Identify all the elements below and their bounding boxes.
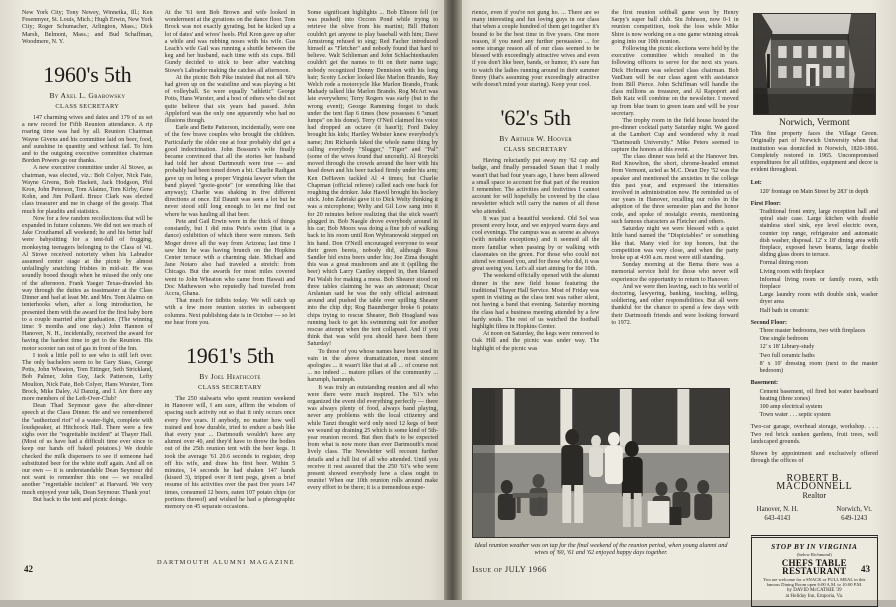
page-gutter bbox=[444, 0, 462, 600]
ad-list-item: Living room with fireplace bbox=[759, 268, 825, 275]
body-paragraph: But back to the tent and picnic doings. bbox=[33, 496, 128, 503]
ad-list-item: 120' frontage on Main Street by 283' in depth bbox=[759, 188, 869, 195]
ad-section-list bbox=[751, 389, 878, 420]
body-paragraph: Now for a few random recollections that will be expanded in future columns. We did not see much of Jake Crouthamel all weekend; he and his better half were babysitting for a tent-full of frugging, monkeying teenagers belonging to the Class of '41. Al Stowe received notoriety when his Labrador assumed center stage at the picnic by almost unfailingly snatching frisbies in mid-air. He was soundly booed though when he missed the only one of the afternoon. Frank Yaeger Texas-drawled his way through the duties as toastmaster at the Class Dinner and had at least Mr. and Mrs. Tom Alaimo on tenterhooks when, after a long introduction, he presented them with the award for the first baby born to a couple married after graduation. (The winning time: 9 months and one day.) John Hannon of Hanover, N. H., incidentally, received the award for having the hardest time to get to the Reunion. His motor scooter ran out of gas in front of the Inn. bbox=[22, 215, 153, 352]
ad-photo-title: Norwich, Vermont bbox=[779, 118, 850, 128]
office-hanover bbox=[757, 505, 798, 523]
body-paragraph: the first reunion softball game won by Henry Sarpy's super ball club. Stu Johnson, now 0-1 in reunion competition, took the loss while Mike Shire is now working on a one game winning streak going into our 10th reunion. bbox=[611, 10, 739, 45]
realtor-offices bbox=[751, 505, 878, 523]
ad-section-head: Second Floor: bbox=[750, 319, 788, 326]
byline-1960s: By Axel L. Grabowsky bbox=[49, 91, 126, 101]
left-page-columns bbox=[22, 10, 438, 600]
ad-section-list bbox=[751, 189, 878, 196]
body-paragraph: Following the picnic elections were held by the executive committee which resulted in the following officers to serve for the next six years. Dick Hofmann was selected class chairman. Bob VanDam will be our class agent with assistance from Bill Pierce. John Schiffman will handle the class millions as treasurer, and Al Rapoport and Bob Katz will combine on the newsletter. I moved up from blue team to green team and will be your secretary. bbox=[611, 46, 739, 117]
body-paragraph: Pete and Gail Erwin were in the thick of things constantly, but I did miss Pete's swim (that is a dance) exhibition of which there were rumors. Seth Moger drove all the way from Arizona; last time I saw him he was having brunch on the Hopkins Center terrace with a charming date. Michael and Jane Notaro also had traveled a stretch: from Chicago. But the awards for most miles covered went to John Wheaton who came from Hawaii and Doc Mathewson who reputedly had traveled from Accra, Ghana. bbox=[164, 218, 296, 297]
office-hanover-phone: 643-4143 bbox=[764, 514, 791, 522]
body-paragraph: Saturday night we were blessed with a quiet little band named the "Dispictables" or something like that. Many vied for top honors, but the competition was very close, and when the party broke up at 4:00 a.m. most were still standing. bbox=[611, 226, 739, 261]
ad-list-item: 12' x 18' Library-study bbox=[759, 344, 815, 351]
ad-section-list bbox=[751, 328, 878, 375]
body-paragraph: To those of you whose names have been used in vain in the above dramatization, most sincere apologies ... it wasn't like that at all ... of course not ... no indeed ... mature pillars of the community ... harumph, harumph. bbox=[307, 348, 439, 384]
restaurant-ad-headline: STOP BY IN VIRGINIA bbox=[771, 541, 858, 551]
ad-lead-text: This fine property faces the Village Green. Originally part of Norwich University when that institution was domiciled in Norwich, 1820-1866. Completely restored in 1965. Uncompromised expenditures for all utilities, equipment and decor is evident throughout. bbox=[750, 131, 878, 174]
continued-paragraph: rience, even if you're not gung ho. ... There are so many interesting and fun loving guys in our class that when a couple hundred of them get together it's bound to be the best time in five years. One more reason, if you need any further persuasion ... for some strange reason all of our class seemed to be blessed with exceedingly attractive wives and even if you don't like beer, bands, or humor, it's sure fun to watch the ladies running around in their summer finery (that's assuming your exceedingly attractive wife doesn't mind your staring). Keep your cool. bbox=[472, 10, 600, 89]
headline-1960s-5th: 1960's 5th bbox=[43, 62, 132, 88]
ad-list-item: Large laundry room with double sink, washer dryer area bbox=[759, 292, 878, 306]
body-paragraph: Some significant highlights ... Bob Elmore fell (or was pushed) into Occom Pond while trying to retrieve the olive from his martini; Bill Hutton couldn't get anyone to play baseball with him; Dave Armstrong refused to sing; Red Facher introduced himself as "Fletcher" and nobody found that hard to believe. Walt Schlieman and John Schlachtenhaufen couldn't get the names to fit on their name tags; nobody recognized Denny Dennision with his long hair; Scotty Locker looked like Marlon Brando, Ray Welch rode a motorcycle like Marlon Brando, Frank Mahady talked like Marlon Brando. Rog McArt was late everywhere; Terry Rogers was early (but to the wrong event); George Ramming forgot to duck under the tent flap 6 times (how possesses 6 "smart lumps" on his dome). Terry O'Neil claimed his voice had dropped an octave (it hasn't); Ford Daley brought his kids; Hartley Webster knew everybody's name; Jim Richards faked the whole name thing by calling everybody "Slugger," "Tiger" and "Pal" (some of the wives found that uncouth). Al Rozycki moved through the crowds around the beer with his head down and his beer tucked firmly under his arm; Ken DeHaven tackled Al 4 times; but Charlie Chapman (official referee) called each one back for roughing the drinker. Jake Hasvil brought his hockey stick. John Zabriski gave it to Dick Welty thinking it was a microphone; Welty and Gil Low sang into it for 20 minutes before realizing that the stick wasn't plugged in. Bob Naegle drove everybody around in his car; Bob Moors was doing a fine job of walking back to his room until Ron Wybranowski stepped on his hand. Don O'Neill encouraged everyone to wear their green berets, nobody did, although Ross Sandler hid extra beers under his; Joe Zima thought this was a great mushroom and ate it (spilling the beer) which Larry Cantley stepped in, then blamed Pat Walsh for making a mess. Bob Shearer stood on three tables claiming he was an astronaut; Oscar Arslanian said he was the only official astronaut around and pushed the table over spilling Shearer into the chip dip; Rog Baumberger broke 6 potato chips trying to rescue Shearer, Bob Hoagland was running back to get his swimming suit for another rescue attempt when the tent collapsed. And if you think that was wild you should have been there Saturday! bbox=[307, 10, 439, 348]
issue-line: Issue of JULY 1966 bbox=[472, 565, 547, 574]
ad-list-item: One single bedroom bbox=[759, 336, 809, 343]
restaurant-ad-location-note: (below Richmond) bbox=[797, 552, 832, 558]
office-norwich bbox=[836, 505, 872, 523]
office-hanover-city: Hanover, N. H. bbox=[756, 505, 799, 513]
ad-list-item: 8' x 10' dressing room (next to the master bedroom) bbox=[759, 360, 878, 375]
reunion-photo bbox=[472, 388, 730, 538]
left-column-2 bbox=[165, 10, 296, 600]
body-paragraph: Dean Thad Seymour gave the after-dinner speech at the Class Dinner. He and we remembered the "authorized riot" of a water-fight, complete with loudspeaker, at Hitchcock Hall. There were a few sighs over the "regrettable incident" at Thayer Hall. (Most of us have had a difficult time ever since to keep our hands off baked potatoes.) We double checked the milk dispensers to see if someone had substituted beer for the white stuff again. And all on our own — it is understandable Dean Seymour did not want to remember this one — we recalled another "regrettable incident" at Harvard. We very much enjoyed your talk, Dean Seymour. Thank you! bbox=[22, 403, 153, 496]
page-number-left: 42 bbox=[24, 564, 33, 574]
ad-list-item: Town water . . . septic system bbox=[759, 412, 831, 419]
left-column-3 bbox=[307, 10, 438, 600]
ad-list-item: Formal dining room bbox=[759, 260, 808, 267]
ad-list-item: 100 amp electrical system bbox=[759, 403, 823, 410]
reunion-photo-block bbox=[472, 388, 730, 574]
byline-1961s: By Joel Heathcote bbox=[199, 371, 261, 381]
restaurant-ad-body: You are welcome for a SNACK or FULL MEAL in this famous Dining Room open 6:00 A.M. to 10:00 P.M. bbox=[763, 576, 866, 588]
magazine-footer: DARTMOUTH ALUMNI MAGAZINE bbox=[157, 559, 295, 566]
ad-section-head: First Floor: bbox=[750, 200, 781, 207]
office-norwich-city: Norwich, Vt. bbox=[836, 505, 872, 513]
body-paragraph: Sunday morning at the Bema there was a memorial service held for those who never will experience the opportunity to return to Hanover. bbox=[611, 262, 739, 283]
page-right bbox=[452, 0, 896, 600]
restaurant-advertisement bbox=[751, 535, 878, 607]
class-secretary-label-1961s: CLASS SECRETARY bbox=[198, 383, 262, 391]
body-paragraph: 147 charming wives and dates and 179 of us set a new record for Fifth Reunion attendance. A rip roaring time was had by all. Reunion Chairman Wayne Givens and his committee laid on beer, food, and sunshine in quantity and without fail. To him and to the outgoing executive committee chairman Borden Powers go our thanks. bbox=[22, 115, 153, 165]
body-paragraph: Earle and Bette Patterson, incidentally, were one of the few brave couples who brought the children. Particularly the older one at four probably did get a good indoctrination. John Bossum's wife finally became convinced that all the stories her husband had told her about Dartmouth were true — and probably had been toned down a bit. Charlie Radigan gave up on being a proper Virginia lawyer when the band played "gooie-gooie" (or something like that anyway); Charlie was shaking in five different directions at once. Ed Daunit was seen a lot but he never stood still long enough to let me find out where he was hauling all that beer. bbox=[164, 125, 296, 218]
class-secretary-label-1960s: CLASS SECRETARY bbox=[55, 103, 120, 111]
body-paragraph: Having reluctantly put away my '62 cap and badge, and finally persuaded Susan that I really wasn't that bad four years ago, I have been allowed a small space to account for that part of the reunion I remember. The activities and festivities I cannot account for will hopefully be covered by the class newsletter which will carry the names of all those who attended. bbox=[472, 158, 600, 215]
ad-list-item: Informal living room or family room, with fireplace bbox=[759, 276, 878, 291]
body-paragraph: I took a little poll to see who is still left over. The only bachelors seem to be Gary Stass, George Potts, John Wheaton, Tom Ettinger, Seth Strickland, Bob Palmer, John Guy, Jack Patterson, Lefty Moulton, Nick Fate, Bob Colyer, Hans Wurster, Tom Brock, Mike Daley, Al Danzig, and I. Are there any more members of the Left-Over-Club? bbox=[22, 352, 153, 402]
restaurant-ad-proprietor: by DAVID McCATHIE '39 bbox=[787, 587, 842, 593]
headline-1961s-5th: 1961's 5th bbox=[185, 342, 275, 368]
right-column-3-advertisement bbox=[751, 10, 878, 600]
body-paragraph: And we were then leaving, each to his world of doctoring, lawyering, banking, teaching, selling, soldiering, and other responsibilities. But all were thankful for the chance to spend a few days with their Dartmouth friends and were looking forward to 1972. bbox=[611, 283, 739, 326]
reunion-photo-caption: Ideal reunion weather was on tap for the final weekend of the reunion period, when young alumni and wives of '60, '61 and '62 enjoyed happy days together. bbox=[474, 541, 728, 557]
left-column-1 bbox=[22, 10, 153, 600]
ad-list-item: Two full ceramic baths bbox=[759, 352, 815, 359]
restaurant-ad-name: CHEFS TABLE RESTAURANT bbox=[781, 558, 847, 576]
ad-list-item: Traditional front entry, large reception hall and spiral stair case. Large kitchen with double stainless steel sink, eye level electric oven, counter top range, refrigerator and automatic dish washer, disposal. 12' x 18' dining area with fireplace, exposed hewn beams, large double sliding glass doors to terrace. bbox=[759, 209, 878, 259]
ad-list-item: Half bath in ceramic bbox=[759, 307, 809, 314]
realtor-title: Realtor bbox=[802, 490, 827, 500]
body-paragraph: A new executive committee under Al Stowe, as chairman, was elected, viz.: Bob Colyer, Nick Fate, Wayne Givens, Bob Hackett, Jack Hodgson, Phil Kron, John Peterson, Tom Alaimo, Tom Kirby, Gene Kohn, and Jim Pollard. Bruce Clark was elected class treasurer and me in charge of the gossip. That much for plaudits and statistics. bbox=[22, 165, 153, 215]
byline-1962s: By Arthur W. Hoover bbox=[499, 134, 573, 144]
page-left bbox=[0, 0, 452, 600]
body-paragraph: That much for tidbits today. We will catch up with a few more reunion stories in subsequent columns. Next publishing date is in October — so let me hear from you. bbox=[164, 298, 296, 326]
body-paragraph: The trophy room in the field house hosted the pre-dinner cocktail party Saturday night. We gazed at the Lambert Cup and wondered why it read "Dartmouth University." Mike Peters seemed to capture the honors at this event. bbox=[611, 118, 739, 153]
ad-section-head: Lot: bbox=[750, 180, 762, 187]
restaurant-ad-address: at Holiday Inn, Emporia, Va. bbox=[785, 593, 844, 599]
ad-section-list bbox=[751, 209, 878, 315]
body-paragraph: At the '61 tent Bob Brown and wife looked in wonderment at the gyrations on the dance floor. Tom Brock was not exactly gyrating, but he kicked up a lot of dates' and wives' heels. Phil Kron gave up after a while and was rubbing noses with his wife. Gus Leach's wife Gail was running a shuttle between the keg and her husband, each time with six cups. Bill Gundy decided to stick to beer after watching Stowe's Labrador making the catches all afternoon. bbox=[164, 10, 296, 74]
body-paragraph: At the picnic Bob Pike insisted that not all '60's had given up on the waistline and was playing a bit of volleyball. So were equally "athletic" George Potts, Hans Wurster, and a host of others who did not quite believe that six years had passed. John Appleford was the only one apparently who had no illusions though. bbox=[164, 74, 296, 125]
class-secretary-label-1962s: CLASS SECRETARY bbox=[503, 146, 568, 154]
house-photo bbox=[753, 13, 876, 115]
body-paragraph: The class dinner was held at the Hanover Inn. Red Knowlton, the short, chrome-headed emmet from Vermont, acted as M.C. Dean Dey '52 was the speaker and mentioned the anxieties in the college this past year, and expressed the intensities involved in administration now. He reminded us of our years in Hanover, recalling our roles in the adoption of the three semester plan and the honor code, and spoke of nostalgic events, mentioning such famous characters as Fletcher and others. bbox=[611, 154, 739, 225]
ad-tail-1: Two-car garage, overhead storage, workshop. . . . Two red brick sunken gardens, fruit trees, well landscaped grounds. bbox=[750, 424, 878, 445]
ad-section-head: Basement: bbox=[750, 380, 779, 387]
continued-paragraph: New York City; Tony Newey, Winnetka, Ill.; Ken Fesenmyer, St. Louis, Mich.; Hugh Erwin, New York City; Roger Schumacher, Arlington, Mass.; Dick Marsh, Belmont, Mass.; and Bud Schaffman, Woodmere, N. Y. bbox=[22, 10, 153, 45]
headline-1962s-5th: '62's 5th bbox=[500, 105, 571, 131]
body-paragraph: It was just a beautiful weekend. Old Sol was present every hour, and we enjoyed warm days and cool evenings. The campus was as serene as always (with notable exceptions) and it seemed all the more familiar when passing by or walking with classmates on the green. For those who could not attend we missed you, and for those who did, it was great seeing you. Let's all start aiming for the 10th. bbox=[472, 215, 600, 273]
body-paragraph: The 250 stalwarts who spent reunion weekend in Hanover will, I am sure, affirm the wisdom of spacing such activity out so that it only occurs once every five years. If anybody, no matter how well trained and how durable, tried to endure a bash like that every year ... Dartmouth wouldn't have any alumni over 40, and they'd have to throw the bodies out of the 25th reunion tent with the beer kegs. It took the average '61 20.6 seconds to register, drop off his wife, and draw his first beer. Within 5 minutes, 14 seconds he had shaken 147 hands (kissed 3), tripped over 8 tent pegs, given a brief resume of his activities over the past five years 147 times, consumed 12 beers, eaten 107 potato chips (or portions thereof) and wished he had a photographic memory on 45 separate occasions. bbox=[164, 395, 296, 510]
office-norwich-phone: 649-1243 bbox=[841, 514, 868, 522]
ad-tail-2: Shown by appointment and exclusively offered through the offices of bbox=[750, 450, 878, 465]
ad-list-item: Cement basement, oil fired hot water baseboard heating (three zones) bbox=[759, 388, 878, 402]
body-paragraph: At noon on Saturday, the kegs were removed to Oak Hill and the picnic was under way. The highlight of the picnic was bbox=[472, 331, 600, 352]
ad-list-item: Three master bedrooms, two with fireplaces bbox=[759, 328, 866, 335]
realtor-name: ROBERT B. MACDONNELL bbox=[776, 473, 853, 492]
body-paragraph: The weekend officially opened with the alumni dinner in the new field house featuring the traditional Thayer Hall Service. Most of Friday was spent in visiting as the class tent was rather silent, not having a band that evening. Saturday morning the class had a business meeting attended by a few hardy souls. The rest of us watched the football highlight films in Hopkins Center. bbox=[472, 273, 600, 330]
page-number-right: 43 bbox=[861, 564, 870, 574]
body-paragraph: It was truly an outstanding reunion and all who were there were much inspired. The '61's who organized the event did everything perfectly — there was always plenty of food, always band playing, never any problems with the local citizenry and while Tanzi thought we'd only need 12 kegs of beer we wound up draining 25 which is some kind of 5th-year reunion record. But then that's to be expected from what is now more than ever Dartmouth's most lively class. The Newsletter will recount further details and a full list of all who attended. Until you receive it rest assured that the 250 '61's who were present showed everybody how a class ought to reunite! When our 10th reunion rolls around make every effort to be there; it is a tremendous expe- bbox=[307, 384, 439, 492]
